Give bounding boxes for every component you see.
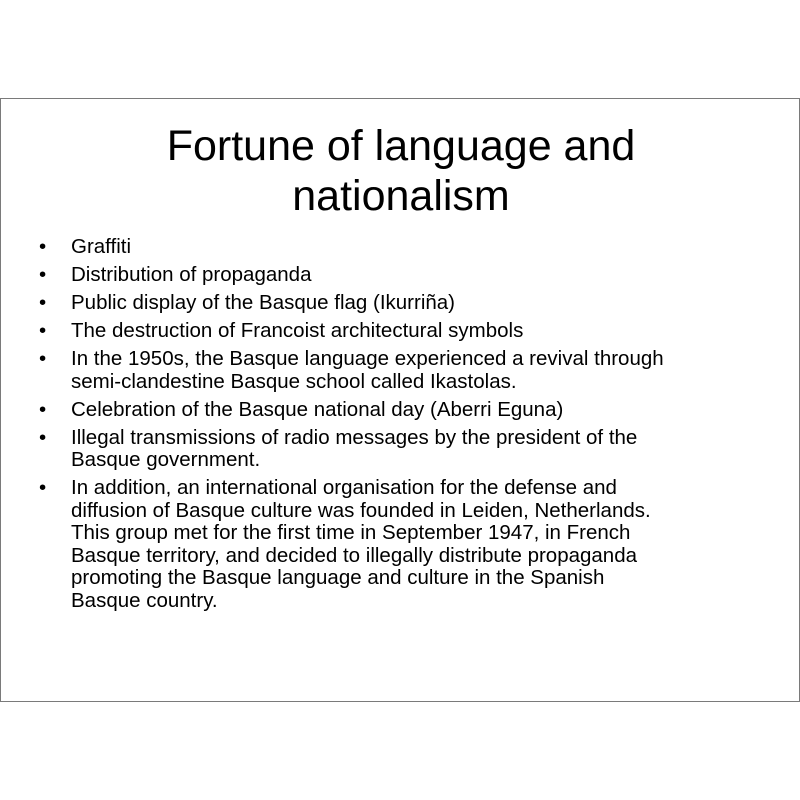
bullet-icon: • [39, 263, 47, 286]
bullet-text: Distribution of propaganda [71, 263, 312, 286]
bullet-item [1, 427, 799, 472]
bullet-icon: • [39, 291, 47, 314]
bullet-item [1, 236, 799, 259]
bullet-text: In the 1950s, the Basque language experienced a revival through semi-clandestine Basque school called Ikastolas. [71, 347, 664, 393]
bullet-item [1, 399, 799, 422]
bullet-item [1, 292, 799, 315]
bullet-item [1, 264, 799, 287]
bullet-icon: • [39, 319, 47, 342]
bullet-text: In addition, an international organisation for the defense and diffusion of Basque culture was founded in Leiden, Netherlands. This group met for the first time in September 1947, in French Basque territory, and decided to illegally distribute propaganda promoting the Basque language and culture in the Spanish Basque country. [71, 476, 651, 612]
bullet-item [1, 320, 799, 343]
bullet-item [1, 477, 799, 612]
bullet-item [1, 348, 799, 393]
bullet-icon: • [39, 425, 47, 449]
bullet-text: Celebration of the Basque national day (Aberri Eguna) [71, 397, 564, 421]
bullet-text: Illegal transmissions of radio messages by the president of the Basque government. [71, 425, 638, 471]
slide-title: Fortune of language and nationalism [166, 122, 636, 220]
slide [0, 98, 800, 702]
bullet-icon: • [39, 476, 47, 499]
bullet-list [1, 236, 799, 618]
bullet-text: Graffiti [71, 235, 131, 258]
bullet-icon: • [39, 397, 47, 421]
bullet-text: Public display of the Basque flag (Ikurriña) [71, 291, 456, 314]
bullet-icon: • [39, 347, 47, 370]
bullet-text: The destruction of Francoist architectural symbols [71, 319, 524, 342]
bullet-icon: • [39, 235, 47, 258]
